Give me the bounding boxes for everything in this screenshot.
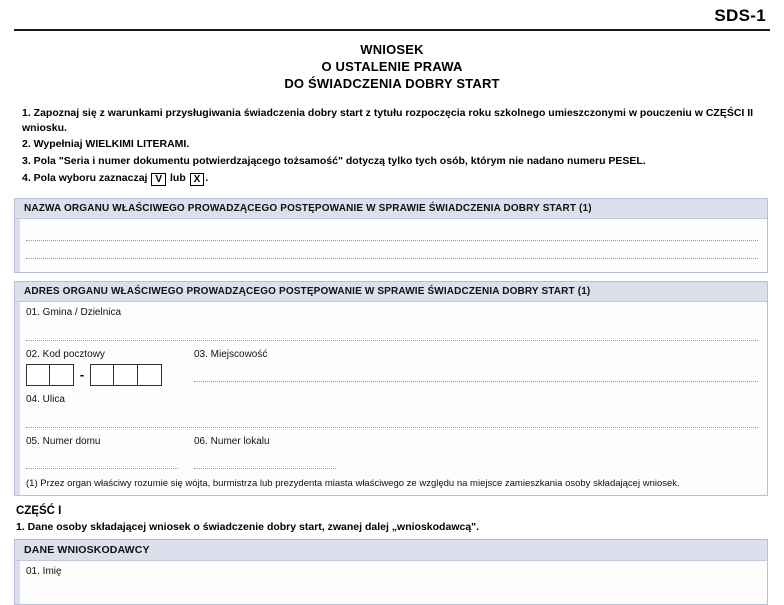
field-miejscowosc[interactable] xyxy=(194,349,758,387)
field-numer-domu[interactable] xyxy=(26,436,194,470)
field-miejscowosc-input[interactable] xyxy=(194,381,758,382)
checkmark-box-icon: V xyxy=(151,173,166,186)
field-imie-label: 01. Imię xyxy=(26,566,758,579)
postal-code-cell[interactable] xyxy=(50,364,74,386)
applicant-data-header: DANE WNIOSKODAWCY xyxy=(15,540,767,561)
instruction-item-4-prefix: 4. Pola wyboru zaznaczaj xyxy=(22,172,147,184)
instruction-item-4 xyxy=(22,171,768,186)
field-ulica-label: 04. Ulica xyxy=(26,394,758,407)
instructions-list xyxy=(22,106,768,186)
authority-address-footnote: (1) Przez organ właściwy rozumie się wójta, burmistrza lub prezydenta miasta właściwego ze względu na miejsce zamieszkania osoby składającej wniosek. xyxy=(15,475,767,494)
title-line-1: WNIOSEK xyxy=(0,41,784,58)
part-one-section xyxy=(16,505,768,533)
field-miejscowosc-label: 03. Miejscowość xyxy=(194,349,758,362)
authority-name-body xyxy=(15,219,767,272)
applicant-data-body xyxy=(15,561,767,605)
field-kod-pocztowy-label: 02. Kod pocztowy xyxy=(26,349,194,362)
instruction-item-2: 2. Wypełniaj WIELKIMI LITERAMI. xyxy=(22,137,768,151)
authority-address-body xyxy=(15,302,767,494)
page-title xyxy=(0,41,784,92)
part-one-title: CZĘŚĆ I xyxy=(16,505,768,517)
authority-name-header: NAZWA ORGANU WŁAŚCIWEGO PROWADZĄCEGO POSTĘPOWANIE W SPRAWIE ŚWIADCZENIA DOBRY START (1) xyxy=(15,199,767,219)
field-ulica[interactable] xyxy=(15,392,767,434)
field-numer-lokalu-input[interactable] xyxy=(194,468,336,469)
postal-code-cell[interactable] xyxy=(114,364,138,386)
postal-code-cell[interactable] xyxy=(26,364,50,386)
authority-address-block xyxy=(14,281,768,495)
instruction-item-3: 3. Pola "Seria i numer dokumentu potwierdzającego tożsamość" dotyczą tylko tych osób, którym nie nadano numeru PESEL. xyxy=(22,154,768,168)
postal-code-boxes[interactable] xyxy=(26,364,194,386)
authority-address-header: ADRES ORGANU WŁAŚCIWEGO PROWADZĄCEGO POSTĘPOWANIE W SPRAWIE ŚWIADCZENIA DOBRY START (1) xyxy=(15,282,767,302)
row-house-flat xyxy=(15,434,767,476)
postal-code-cell[interactable] xyxy=(90,364,114,386)
applicant-data-block xyxy=(14,539,768,605)
postal-code-separator: - xyxy=(74,364,90,386)
form-code: SDS-1 xyxy=(714,6,766,25)
instruction-item-4-suffix: . xyxy=(205,172,208,184)
authority-name-line-1[interactable] xyxy=(26,240,758,241)
postal-code-group-right[interactable] xyxy=(90,364,162,386)
instruction-item-1: 1. Zapoznaj się z warunkami przysługiwania świadczenia dobry start z tytułu rozpoczęcia roku szkolnego umieszczonymi w pouczeniu w CZĘŚCI II wniosku. xyxy=(22,106,768,134)
postal-code-group-left[interactable] xyxy=(26,364,74,386)
field-gmina-dzielnica-label: 01. Gmina / Dzielnica xyxy=(26,307,758,320)
authority-name-fill-area[interactable] xyxy=(15,219,767,272)
field-numer-lokalu[interactable] xyxy=(194,436,758,470)
title-line-3: DO ŚWIADCZENIA DOBRY START xyxy=(0,75,784,92)
field-imie[interactable] xyxy=(15,561,767,605)
field-numer-domu-input[interactable] xyxy=(26,468,178,469)
field-ulica-input[interactable] xyxy=(26,427,758,428)
field-kod-pocztowy[interactable] xyxy=(26,349,194,387)
header-divider xyxy=(14,29,770,31)
authority-name-block xyxy=(14,198,768,273)
form-code-row xyxy=(0,0,784,26)
field-gmina-dzielnica-input[interactable] xyxy=(26,340,758,341)
title-line-2: O USTALENIE PRAWA xyxy=(0,58,784,75)
field-numer-domu-label: 05. Numer domu xyxy=(26,436,194,449)
part-one-subtitle: 1. Dane osoby składającej wniosek o świadczenie dobry start, zwanej dalej „wnioskodawcą". xyxy=(16,521,768,533)
field-numer-lokalu-label: 06. Numer lokalu xyxy=(194,436,758,449)
instruction-item-4-or: lub xyxy=(170,172,186,184)
cross-box-icon: X xyxy=(190,173,205,186)
postal-code-cell[interactable] xyxy=(138,364,162,386)
field-gmina-dzielnica[interactable] xyxy=(15,302,767,347)
row-postal-city xyxy=(15,347,767,393)
